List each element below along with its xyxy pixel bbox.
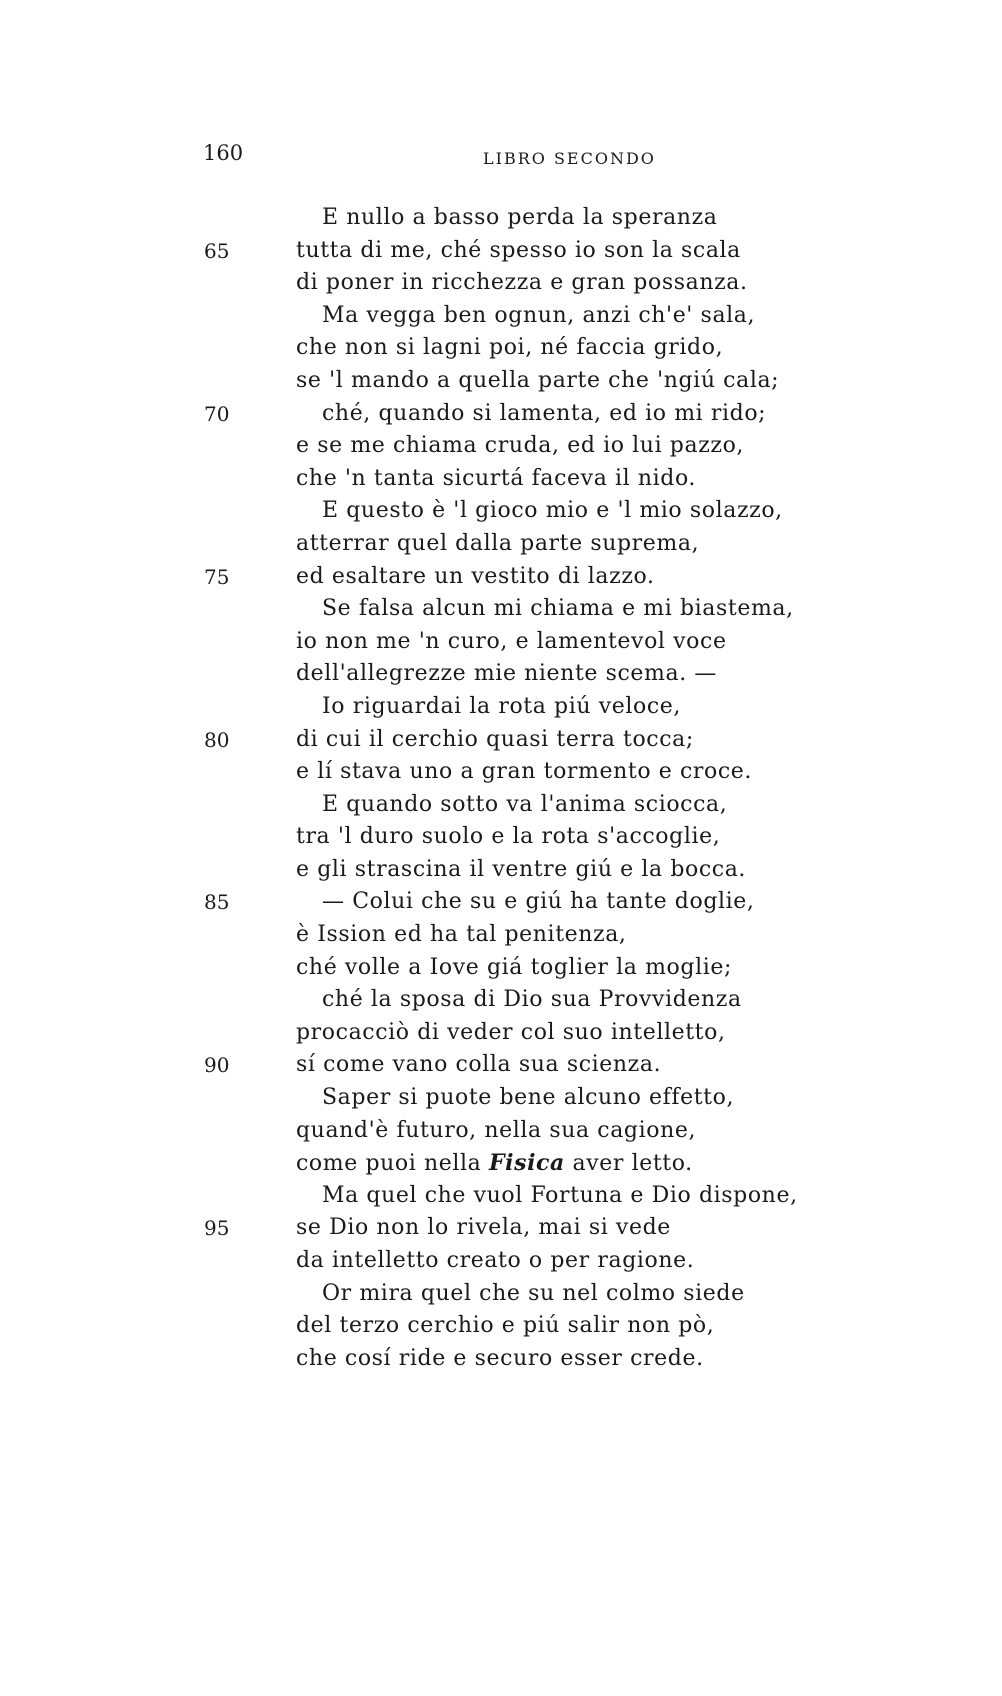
verse-text-part: aver letto.	[564, 1151, 693, 1177]
verse-line	[0, 1245, 1002, 1278]
verse-text: E nullo a basso perda la speranza	[322, 205, 718, 230]
running-head: LIBRO SECONDO	[483, 149, 656, 168]
verse-text: Ma quel che vuol Fortuna e Dio dispone,	[322, 1182, 798, 1208]
verse-text: Io riguardai la rota piú veloce,	[322, 693, 681, 719]
verse-text: Or mira quel che su nel colmo siede	[322, 1280, 745, 1306]
verse-text: e se me chiama cruda, ed io lui pazzo,	[296, 433, 745, 459]
verse-line	[0, 756, 1002, 789]
verse-text: Se falsa alcun mi chiama e mi biastema,	[322, 596, 794, 622]
verse-text: che 'n tanta sicurtá faceva il nido.	[296, 465, 697, 491]
verse-line	[0, 919, 1002, 952]
verse-text: io non me 'n curo, e lamentevol voce	[296, 628, 727, 654]
verse-text-part: come puoi nella	[296, 1151, 489, 1177]
verse-text: ché, quando si lamenta, ed io mi rido;	[322, 400, 767, 426]
verse-line	[0, 332, 1002, 365]
verse-text: ché la sposa di Dio sua Provvidenza	[322, 987, 742, 1013]
italic-title: Fisica	[488, 1150, 565, 1177]
verse-line	[0, 528, 1002, 561]
verse-line	[0, 886, 1002, 919]
verse-text: Saper si puote bene alcuno effetto,	[322, 1085, 735, 1111]
verse-line	[0, 267, 1002, 300]
verse-line	[0, 463, 1002, 496]
verse-line	[0, 1147, 1002, 1180]
verse-line	[0, 300, 1002, 333]
verse-line	[0, 430, 1002, 463]
verse-text: di cui il cerchio quasi terra tocca;	[296, 726, 694, 752]
verse-line	[0, 1082, 1002, 1115]
verse-text: è Ission ed ha tal penitenza,	[296, 922, 627, 948]
line-number: 80	[204, 727, 230, 752]
line-number: 65	[204, 238, 230, 263]
verse-line	[0, 658, 1002, 691]
verse-line	[0, 854, 1002, 887]
verse-text: ché volle a Iove giá toglier la moglie;	[296, 954, 732, 980]
verse-line	[0, 1278, 1002, 1311]
line-number: 75	[204, 564, 230, 589]
verse-text: tutta di me, ché spesso io son la scala	[296, 237, 741, 263]
verse-text: di poner in ricchezza e gran possanza.	[296, 270, 748, 296]
verse-text: — Colui che su e giú ha tante doglie,	[322, 889, 755, 915]
verse-line	[0, 202, 1002, 235]
verse-text: E questo è 'l gioco mio e 'l mio solazzo,	[322, 498, 783, 524]
poem-text	[0, 202, 1002, 1375]
verse-text: ed esaltare un vestito di lazzo.	[296, 563, 655, 589]
verse-line	[0, 691, 1002, 724]
verse-text: E quando sotto va l'anima sciocca,	[322, 791, 728, 817]
verse-text: quand'è futuro, nella sua cagione,	[296, 1117, 697, 1143]
verse-line	[0, 1115, 1002, 1148]
verse-text: atterrar quel dalla parte suprema,	[296, 530, 700, 556]
verse-text: da intelletto creato o per ragione.	[296, 1248, 695, 1273]
verse-line	[0, 1310, 1002, 1343]
verse-text	[296, 1147, 693, 1181]
line-number: 70	[204, 401, 230, 426]
verse-text: che cosí ride e securo esser crede.	[296, 1345, 704, 1371]
line-number: 85	[204, 890, 230, 915]
verse-line	[0, 593, 1002, 626]
page-number: 160	[203, 141, 244, 165]
verse-text: se Dio non lo rivela, mai si vede	[296, 1215, 671, 1241]
verse-line	[0, 789, 1002, 822]
line-number: 90	[204, 1053, 230, 1078]
verse-text: che non si lagni poi, né faccia grido,	[296, 335, 724, 361]
verse-line	[0, 724, 1002, 757]
verse-text: e lí stava uno a gran tormento e croce.	[296, 759, 752, 785]
verse-line	[0, 952, 1002, 985]
verse-text: tra 'l duro suolo e la rota s'accoglie,	[296, 824, 721, 850]
verse-text: se 'l mando a quella parte che 'ngiú cala;	[296, 367, 780, 393]
verse-text: del terzo cerchio e piú salir non pò,	[296, 1313, 715, 1339]
verse-text: procacciò di veder col suo intelletto,	[296, 1019, 726, 1045]
verse-line	[0, 1017, 1002, 1050]
verse-line	[0, 626, 1002, 659]
verse-line	[0, 398, 1002, 431]
verse-line	[0, 365, 1002, 398]
verse-line	[0, 1212, 1002, 1245]
verse-text: e gli strascina il ventre giú e la bocca.	[296, 856, 747, 882]
verse-line	[0, 821, 1002, 854]
verse-line	[0, 1343, 1002, 1376]
verse-line	[0, 235, 1002, 268]
line-number: 95	[204, 1216, 230, 1241]
verse-line	[0, 495, 1002, 528]
verse-line	[0, 984, 1002, 1017]
verse-text: Ma vegga ben ognun, anzi ch'e' sala,	[322, 302, 756, 328]
verse-line	[0, 561, 1002, 594]
verse-line	[0, 1049, 1002, 1082]
verse-text: sí come vano colla sua scienza.	[296, 1052, 662, 1078]
verse-line	[0, 1180, 1002, 1213]
verse-text: dell'allegrezze mie niente scema. —	[296, 661, 717, 687]
